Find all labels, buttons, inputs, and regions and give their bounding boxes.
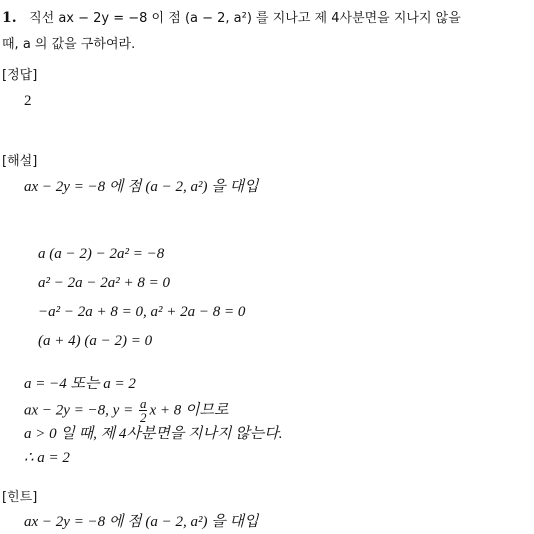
problem-line-1 bbox=[2, 9, 461, 28]
hint-text: ax − 2y = −8 에 점 (a − 2, a²) 을 대입 bbox=[24, 514, 259, 530]
problem-line-2 bbox=[2, 35, 135, 54]
solution-conclusion-4: ∴ a = 2 bbox=[24, 450, 70, 466]
problem-text-2: 때, a 의 값을 구하여라. bbox=[2, 37, 136, 52]
solution-conclusion-1: a = −4 또는 a = 2 bbox=[24, 376, 136, 392]
fraction-numerator: a bbox=[139, 396, 147, 411]
solution-step-1: a (a − 2) − 2a² = −8 bbox=[38, 246, 165, 262]
fraction-a-over-2 bbox=[139, 397, 148, 424]
hint-label: [힌트] bbox=[2, 490, 38, 505]
solution-conclusion-2 bbox=[24, 397, 228, 424]
solution-conclusion-3: a > 0 일 때, 제 4사분면을 지나지 않는다. bbox=[24, 426, 283, 442]
answer-label: [정답] bbox=[2, 68, 38, 83]
solution-step-2: a² − 2a − 2a² + 8 = 0 bbox=[38, 275, 170, 291]
solution-step-3: −a² − 2a + 8 = 0, a² + 2a − 8 = 0 bbox=[38, 304, 246, 320]
problem-number: 1. bbox=[2, 10, 17, 26]
solution-intro: ax − 2y = −8 에 점 (a − 2, a²) 을 대입 bbox=[24, 179, 259, 195]
solution-step-4: (a + 4) (a − 2) = 0 bbox=[38, 333, 153, 349]
conclusion-2-left: ax − 2y = −8, y = bbox=[24, 402, 137, 419]
problem-text-1: 직선 ax − 2y = −8 이 점 (a − 2, a²) 를 지나고 제 4사분면을 지나지 않을 bbox=[29, 11, 461, 26]
answer-value: 2 bbox=[24, 93, 32, 109]
conclusion-2-right: x + 8 이므로 bbox=[149, 402, 229, 419]
fraction-denominator: 2 bbox=[139, 410, 147, 425]
solution-label: [해설] bbox=[2, 154, 38, 169]
